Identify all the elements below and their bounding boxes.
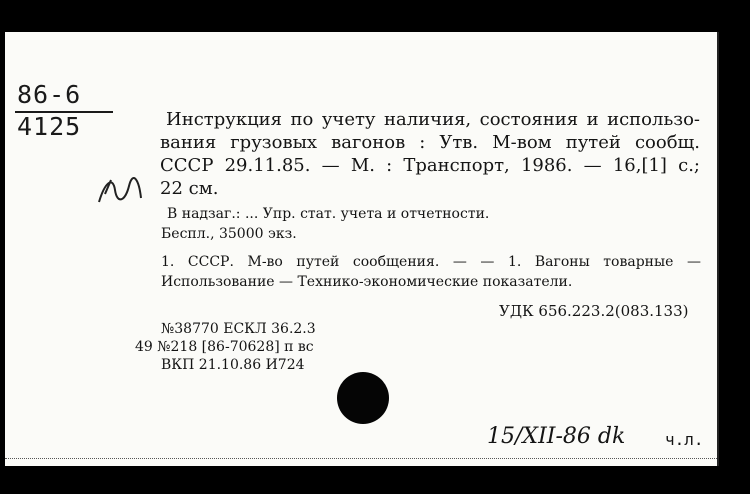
record-codes — [135, 320, 316, 374]
udk-code: УДК 656.223.2(083.133) — [499, 302, 689, 320]
scribble-mark — [95, 172, 145, 206]
entry-line-2: вания грузовых вагонов : Утв. М-вом путей сообщ. — [160, 132, 700, 153]
card-right-edge — [717, 32, 719, 466]
bottom-dotted-rule — [5, 458, 719, 459]
catalog-card — [5, 32, 719, 466]
subject-line-1: 1. СССР. М-во путей сообщения. — — 1. Вагоны товарные — — [161, 254, 701, 270]
note-price-copies: Беспл., 35000 экз. — [161, 226, 297, 242]
entry-line-3: СССР 29.11.85. — М. : Транспорт, 1986. — 16,[1] с.; — [160, 155, 700, 176]
shelf-mark-top: 86-6 — [17, 80, 82, 109]
entry-line-1: Инструкция по учету наличия, состояния и использо- — [166, 109, 700, 130]
bibliographic-entry — [160, 108, 700, 200]
subject-line-2: Использование — Технико-экономические показатели. — [161, 274, 573, 290]
ink-blot — [337, 372, 389, 424]
handwritten-date: 15/XII-86 dk — [487, 424, 626, 449]
subject-headings — [161, 252, 701, 292]
handwritten-mark: ч.л. — [665, 430, 704, 449]
code-line-1: №38770 ЕСКЛ 36.2.3 — [161, 321, 316, 337]
code-line-3: ВКП 21.10.86 И724 — [161, 357, 305, 373]
code-line-2: 49 №218 [86-70628] п вс — [135, 339, 314, 355]
note-header: В надзаг.: ... Упр. стат. учета и отчетности. — [167, 206, 490, 222]
entry-line-4: 22 см. — [160, 178, 219, 199]
shelf-mark-bottom: 4125 — [17, 112, 82, 141]
notes-block — [161, 204, 701, 244]
